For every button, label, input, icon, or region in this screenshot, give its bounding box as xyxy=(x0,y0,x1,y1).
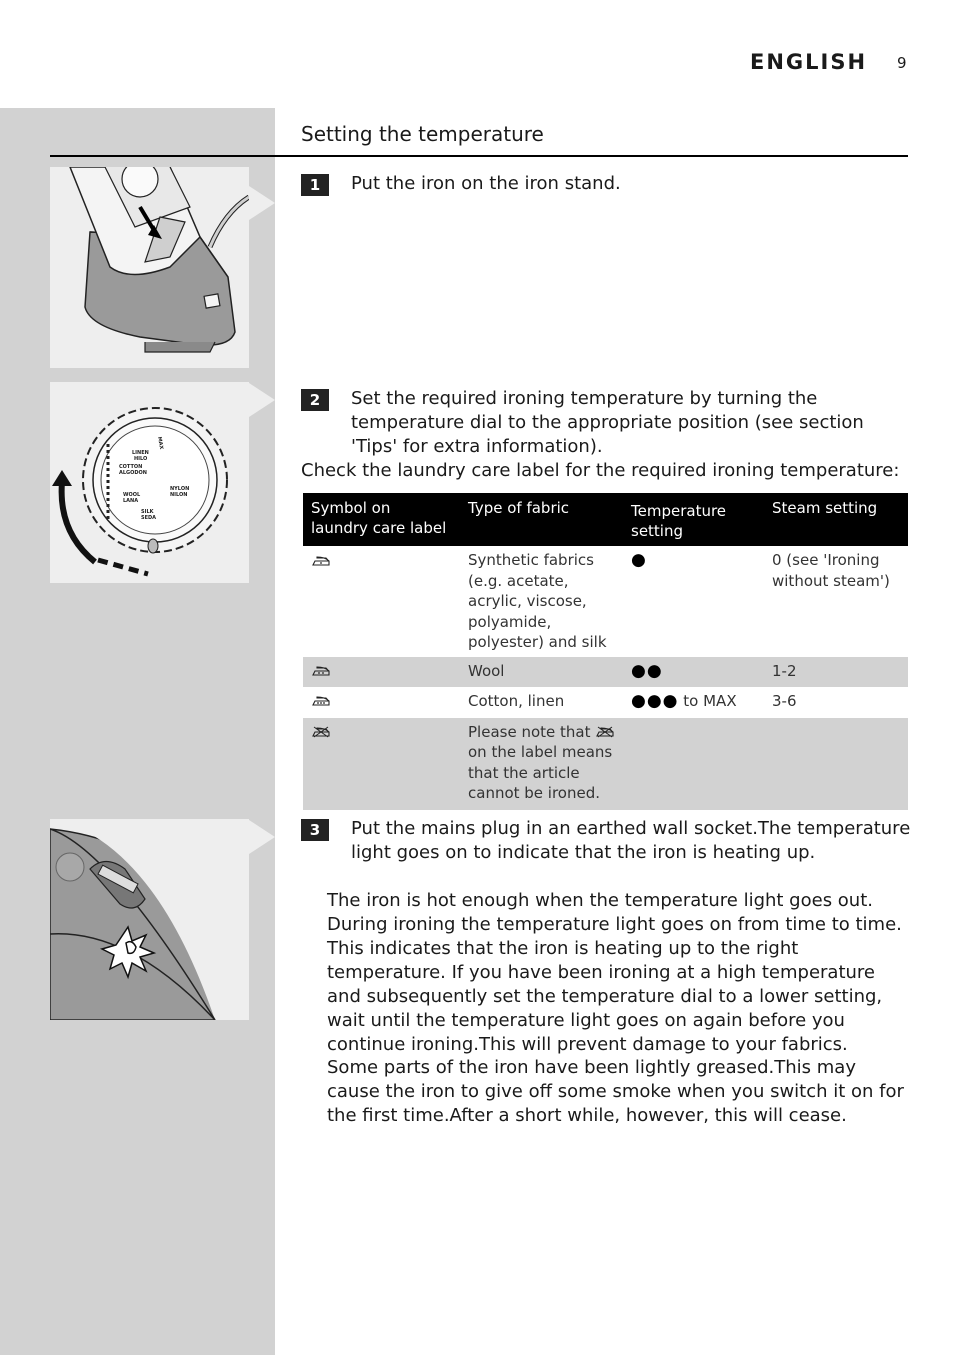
fabric-cell: Synthetic fabrics (e.g. acetate, acrylic, viscose, polyamide, polyester) and silk xyxy=(468,551,607,651)
laundry-care-table xyxy=(303,493,908,810)
temperature-cell: ●● xyxy=(623,657,764,687)
dial-label-algodon: ALGODON xyxy=(119,470,147,476)
dial-label-silk: SILK xyxy=(141,509,154,515)
symbol-cell xyxy=(303,718,460,810)
steam-cell: 0 (see 'Ironing without steam') xyxy=(772,551,890,590)
iron-crossed-icon xyxy=(311,726,331,738)
step-number-1: 1 xyxy=(301,174,329,196)
dial-label-seda: SEDA xyxy=(141,515,157,521)
iron-3-dot-icon xyxy=(311,695,331,707)
page-number: 9 xyxy=(897,54,907,72)
check-label-text: Check the laundry care label for the required ironing temperature: xyxy=(301,460,900,481)
figure-temperature-dial xyxy=(50,382,249,583)
dial-label-lana: LANA xyxy=(123,498,139,504)
fabric-cell: Cotton, linen xyxy=(468,691,565,710)
dial-label-hilo: HILO xyxy=(134,456,148,462)
temperature-light-illustration xyxy=(50,819,249,1020)
section-divider xyxy=(50,155,908,157)
dial-label-wool: WOOL xyxy=(123,492,141,498)
step-text-2: Set the required ironing temperature by turning the temperature dial to the appropriate position (see section 'Tips' for extra information). xyxy=(351,388,864,457)
grease-info-paragraph: Some parts of the iron have been lightly greased.This may cause the iron to give off some smoke when you switch it on for the first time.After a short while, however, this will cease. xyxy=(327,1057,904,1126)
temperature-cell xyxy=(623,718,764,810)
table-row xyxy=(303,687,908,718)
steam-cell: 3-6 xyxy=(772,691,797,710)
temperature-suffix: to MAX xyxy=(678,691,737,710)
iron-1-dot-icon xyxy=(311,555,331,567)
section-title: Setting the temperature xyxy=(301,122,544,146)
fabric-cell: Please note that on the label means that the article cannot be ironed. xyxy=(460,718,623,810)
dial-label-linen: LINEN xyxy=(132,450,149,456)
table-row xyxy=(303,657,908,687)
dial-label-max: MAX xyxy=(156,436,165,450)
column-header-temperature: Temperature setting xyxy=(623,493,764,546)
temperature-dial-illustration xyxy=(50,382,249,583)
column-header-fabric: Type of fabric xyxy=(460,493,623,546)
figure-iron-on-stand xyxy=(50,167,249,368)
steam-cell: 1-2 xyxy=(764,657,908,687)
figure-temperature-light xyxy=(50,819,249,1020)
language-header: ENGLISH xyxy=(750,50,868,74)
dial-label-nilon: NILON xyxy=(170,492,188,498)
step-number-2: 2 xyxy=(301,389,329,411)
step-number-3: 3 xyxy=(301,819,329,841)
figure-pointer xyxy=(249,186,275,220)
dial-label-cotton: COTTON xyxy=(119,464,143,470)
figure-pointer xyxy=(249,820,275,854)
table-row xyxy=(303,546,908,657)
table-header-row xyxy=(303,493,908,546)
symbol-cell xyxy=(303,687,460,718)
steam-cell xyxy=(764,718,908,810)
temperature-cell: ● xyxy=(631,550,647,570)
symbol-cell xyxy=(303,546,460,657)
iron-2-dot-icon xyxy=(311,665,331,677)
iron-on-stand-illustration xyxy=(50,167,249,368)
figure-pointer xyxy=(249,383,275,417)
step-text-1: Put the iron on the iron stand. xyxy=(351,173,621,194)
iron-crossed-icon xyxy=(595,726,615,738)
fabric-cell: Wool xyxy=(460,657,623,687)
step-text-3: Put the mains plug in an earthed wall socket.The temperature light goes on to indicate that the iron is heating up. xyxy=(351,818,911,863)
temperature-cell: ●●● to MAX xyxy=(631,690,737,711)
dial-label-nylon: NYLON xyxy=(170,486,190,492)
heating-info-paragraph: The iron is hot enough when the temperature light goes out. During ironing the temperature light goes on from time to time. This indicates that the iron is heating up to the right temperature. If you have been ironing at a high temperature and subsequently set the temperature dial to a lower setting, wait until the temperature light goes on again before you continue ironing.This will prevent damage to your fabrics. xyxy=(327,890,902,1055)
table-row xyxy=(303,718,908,810)
column-header-symbol: Symbol on laundry care label xyxy=(303,493,460,546)
symbol-cell xyxy=(303,657,460,687)
column-header-steam: Steam setting xyxy=(764,493,908,546)
